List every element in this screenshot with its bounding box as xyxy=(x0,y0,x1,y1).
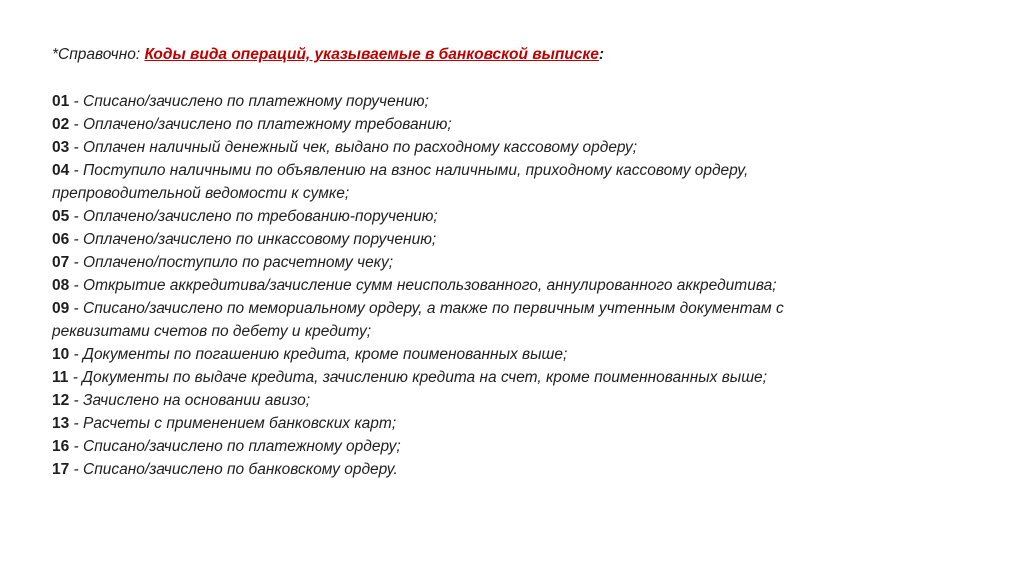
operation-code: 17 xyxy=(52,461,70,478)
operation-description: - Оплачено/зачислено по платежному требованию; xyxy=(69,116,452,133)
list-item xyxy=(52,366,992,389)
operation-description: - Расчеты с применением банковских карт; xyxy=(69,415,397,432)
operation-description: - Списано/зачислено по мемориальному ордеру, а также по первичным учтенным документам с xyxy=(69,300,784,317)
operation-codes-list xyxy=(52,90,992,481)
operation-code: 07 xyxy=(52,254,70,271)
operation-code: 05 xyxy=(52,208,70,225)
list-item xyxy=(52,228,992,251)
list-item xyxy=(52,343,992,366)
list-item xyxy=(52,412,992,435)
operation-code: 03 xyxy=(52,139,70,156)
list-item xyxy=(52,251,992,274)
operation-description: - Открытие аккредитива/зачисление сумм неиспользованного, аннулированного аккредитива; xyxy=(69,277,777,294)
operation-code: 04 xyxy=(52,162,70,179)
operation-code: 13 xyxy=(52,415,70,432)
operation-description: - Зачислено на основании авизо; xyxy=(69,392,311,409)
operation-code: 02 xyxy=(52,116,70,133)
slide-content xyxy=(52,44,992,481)
list-item xyxy=(52,205,992,228)
operation-code: 16 xyxy=(52,438,70,455)
operation-code: 12 xyxy=(52,392,70,409)
operation-description: - Списано/зачислено по банковскому ордеру. xyxy=(69,461,398,478)
heading-title: Коды вида операций, указываемые в банковской выписке xyxy=(144,46,599,63)
operation-description: - Документы по выдаче кредита, зачислению кредита на счет, кроме поименнованных выше; xyxy=(68,369,767,386)
operation-code: 01 xyxy=(52,93,70,110)
list-item xyxy=(52,136,992,159)
operation-code: 09 xyxy=(52,300,70,317)
reference-heading xyxy=(52,44,992,66)
operation-description: - Поступило наличными по объявлению на взнос наличными, приходному кассовому ордеру, xyxy=(69,162,749,179)
list-item xyxy=(52,297,992,343)
heading-colon: : xyxy=(598,46,605,63)
list-item xyxy=(52,90,992,113)
operation-description: - Оплачено/зачислено по инкассовому поручению; xyxy=(69,231,437,248)
operation-description-continued: реквизитами счетов по дебету и кредиту; xyxy=(52,323,372,340)
operation-code: 08 xyxy=(52,277,70,294)
list-item xyxy=(52,435,992,458)
operation-description: - Оплачено/зачислено по требованию-поручению; xyxy=(69,208,438,225)
list-item xyxy=(52,274,992,297)
operation-description: - Оплачен наличный денежный чек, выдано по расходному кассовому ордеру; xyxy=(69,139,638,156)
operation-description: - Списано/зачислено по платежному ордеру; xyxy=(69,438,401,455)
operation-code: 10 xyxy=(52,346,70,363)
operation-code: 06 xyxy=(52,231,70,248)
operation-description: - Документы по погашению кредита, кроме поименованных выше; xyxy=(69,346,568,363)
operation-code: 11 xyxy=(52,369,69,386)
operation-description-continued: препроводительной ведомости к сумке; xyxy=(52,185,350,202)
list-item xyxy=(52,113,992,136)
operation-description: - Списано/зачислено по платежному поручению; xyxy=(69,93,429,110)
heading-prefix: *Справочно: xyxy=(52,46,145,63)
list-item xyxy=(52,389,992,412)
operation-description: - Оплачено/поступило по расчетному чеку; xyxy=(69,254,394,271)
list-item xyxy=(52,159,992,205)
list-item xyxy=(52,458,992,481)
